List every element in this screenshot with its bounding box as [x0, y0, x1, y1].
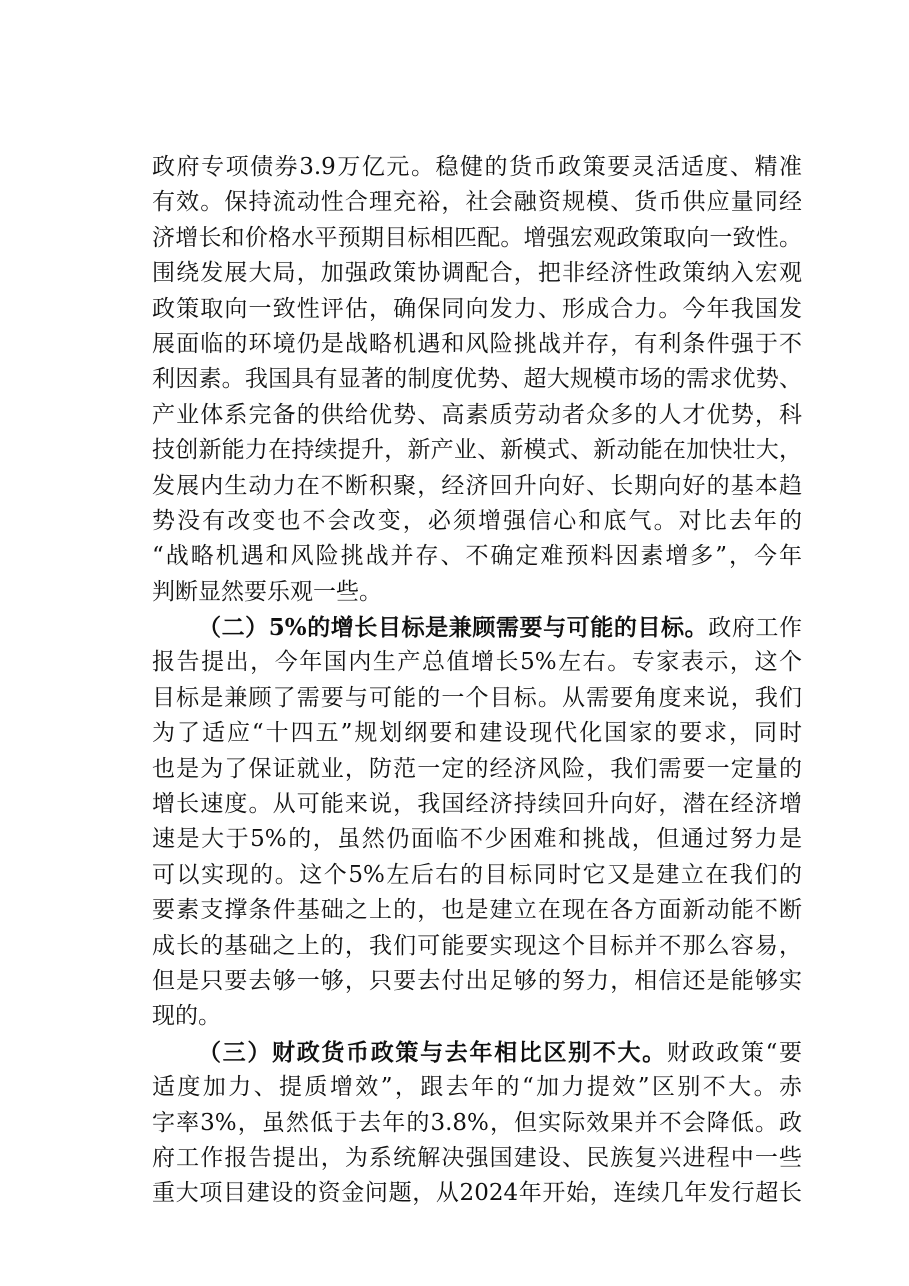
- text-line: 重大项目建设的资金问题，从2024年开始，连续几年发行超长: [152, 1180, 802, 1207]
- text-line: 产业体系完备的供给优势、高素质劳动者众多的人才优势，科: [152, 401, 802, 428]
- text-line: 要素支撑条件基础之上的，也是建立在现在各方面新动能不断: [152, 897, 802, 924]
- text-line: 为了适应“十四五”规划纲要和建设现代化国家的要求，同时: [152, 720, 802, 747]
- text-line: 利因素。我国具有显著的制度优势、超大规模市场的需求优势、: [152, 366, 802, 393]
- text-line: 政府专项债券3.9万亿元。稳健的货币政策要灵活适度、精准: [152, 154, 802, 180]
- text-line: 政策取向一致性评估，确保同向发力、形成合力。今年我国发: [152, 295, 802, 322]
- text-line: 判断显然要乐观一些。: [152, 578, 382, 605]
- text-run: 政府工作: [708, 615, 803, 642]
- text-line: 字率3%，虽然低于去年的3.8%，但实际效果并不会降低。政: [152, 1109, 802, 1136]
- text-line: 势没有改变也不会改变，必须增强信心和底气。对比去年的: [152, 507, 802, 534]
- text-line: 府工作报告提出，为系统解决强国建设、民族复兴进程中一些: [152, 1144, 802, 1171]
- section-heading-line: [152, 610, 802, 645]
- text-line: 成长的基础之上的，我们可能要实现这个目标并不那么容易，: [152, 932, 802, 959]
- text-line: “战略机遇和风险挑战并存、不确定难预料因素增多”，今年: [152, 543, 802, 570]
- text-line: 发展内生动力在不断积聚，经济回升向好、长期向好的基本趋: [152, 472, 802, 499]
- text-line: 目标是兼顾了需要与可能的一个目标。从需要角度来说，我们: [152, 684, 802, 711]
- document-page: [152, 150, 802, 1212]
- text-line: 现的。: [152, 1003, 221, 1030]
- text-line: 增长速度。从可能来说，我国经济持续回升向好，潜在经济增: [152, 791, 802, 818]
- text-line: 也是为了保证就业，防范一定的经济风险，我们需要一定量的: [152, 755, 802, 782]
- text-line: 展面临的环境仍是战略机遇和风险挑战并存，有利条件强于不: [152, 330, 802, 357]
- text-line: 围绕发展大局，加强政策协调配合，把非经济性政策纳入宏观: [152, 260, 802, 287]
- text-line: 有效。保持流动性合理充裕，社会融资规模、货币供应量同经: [152, 189, 802, 216]
- text-line: 技创新能力在持续提升，新产业、新模式、新动能在加快壮大，: [152, 437, 802, 464]
- text-line: 速是大于5%的，虽然仍面临不少困难和挑战，但通过努力是: [152, 826, 802, 853]
- text-run: 财政政策“要: [666, 1039, 803, 1066]
- text-line: 但是只要去够一够，只要去付出足够的努力，相信还是能够实: [152, 967, 802, 994]
- text-line: 报告提出，今年国内生产总值增长5%左右。专家表示，这个: [152, 649, 802, 676]
- section-heading-line: [152, 1035, 802, 1070]
- text-line: 可以实现的。这个5%左后右的目标同时它又是建立在我们的: [152, 861, 802, 888]
- section-heading: （三）财政货币政策与去年相比区别不大。: [198, 1038, 667, 1066]
- text-line: 济增长和价格水平预期目标相匹配。增强宏观政策取向一致性。: [152, 224, 802, 251]
- section-heading: （二）5%的增长目标是兼顾需要与可能的目标。: [198, 614, 709, 642]
- text-line: 适度加力、提质增效”，跟去年的“加力提效”区别不大。赤: [152, 1074, 802, 1101]
